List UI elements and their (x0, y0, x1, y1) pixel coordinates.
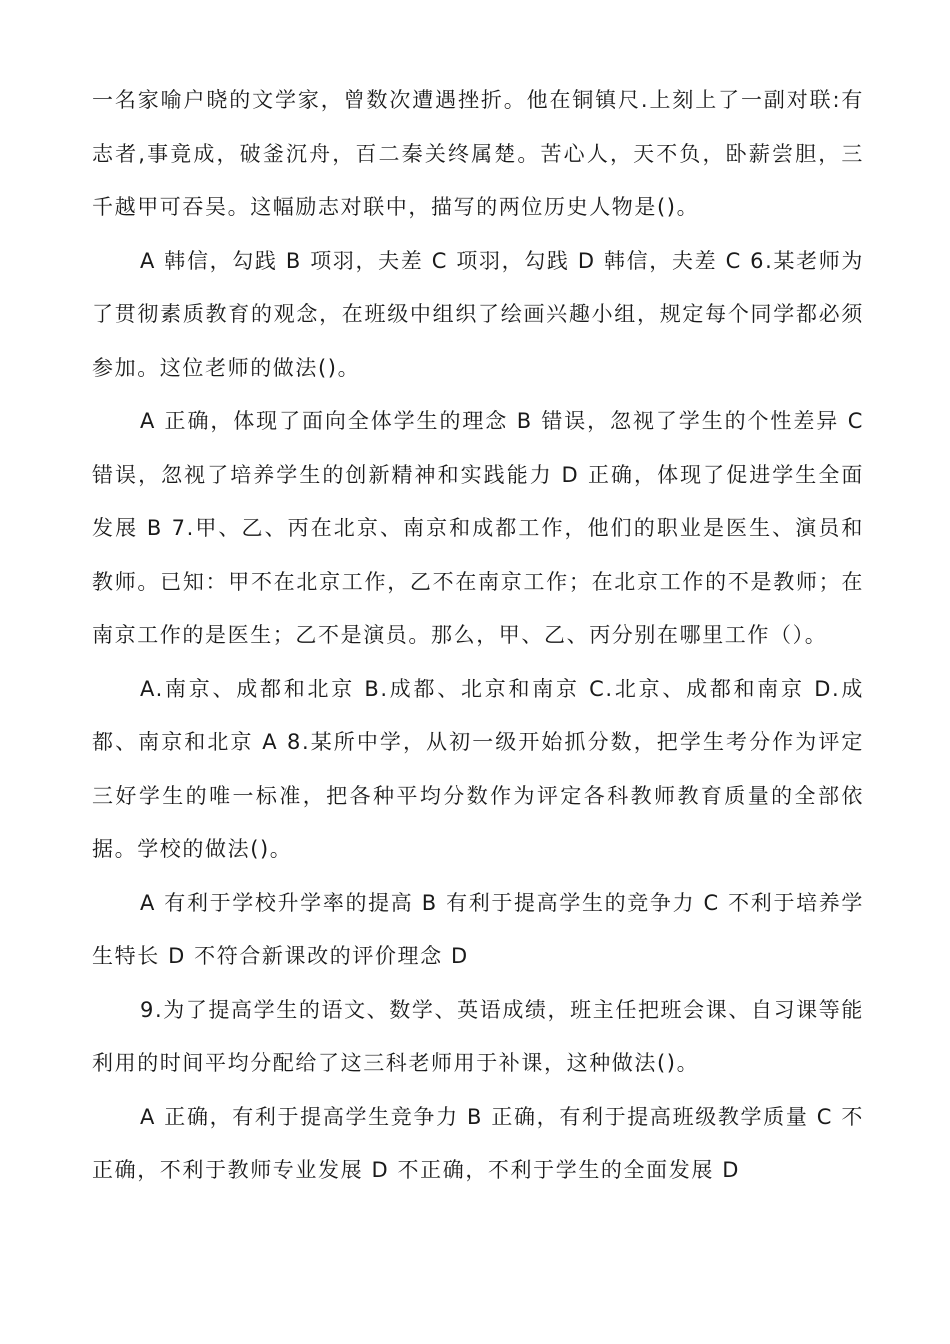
paragraph-2: A 韩信，勾践 B 项羽，夫差 C 项羽，勾践 D 韩信，夫差 C 6.某老师为了贯彻素质教育的观念，在班级中组织了绘画兴趣小组，规定每个同学都必须参加。这位老师的做法()。 (92, 248, 864, 380)
paragraph-1: 一名家喻户晓的文学家，曾数次遭遇挫折。他在铜镇尺.上刻上了一副对联:有志者,事竟成，破釜沉舟，百二秦关终属楚。苦心人，天不负，卧薪尝胆，三千越甲可吞吴。这幅励志对联中，描写的两位历史人物是()。 (92, 88, 864, 219)
paragraph-7: A 正确，有利于提高学生竞争力 B 正确，有利于提高班级教学质量 C 不正确，不利于教师专业发展 D 不正确，不利于学生的全面发展 D (92, 1104, 864, 1182)
paragraph-4: A.南京、成都和北京 B.成都、北京和南京 C.北京、成都和南京 D.成都、南京和北京 A 8.某所中学，从初一级开始抓分数，把学生考分作为评定三好学生的唯一标准，把各种平均分数作为评定各科教师教育质量的全部依据。学校的做法()。 (92, 676, 864, 861)
document-page (92, 74, 864, 1198)
paragraph-5: A 有利于学校升学率的提高 B 有利于提高学生的竞争力 C 不利于培养学生特长 D 不符合新课改的评价理念 D (92, 890, 864, 968)
paragraph-3: A 正确，体现了面向全体学生的理念 B 错误，忽视了学生的个性差异 C 错误，忽视了培养学生的创新精神和实践能力 D 正确，体现了促进学生全面发展 B 7.甲、乙、丙在北京、南京和成都工作，他们的职业是医生、演员和教师。已知：甲不在北京工作，乙不在南京工作；在北京工作的不是教师；在南京工作的是医生；乙不是演员。那么，甲、乙、丙分别在哪里工作（）。 (92, 409, 864, 647)
paragraph-6: 9.为了提高学生的语文、数学、英语成绩，班主任把班会课、自习课等能利用的时间平均分配给了这三科老师用于补课，这种做法()。 (92, 997, 864, 1075)
